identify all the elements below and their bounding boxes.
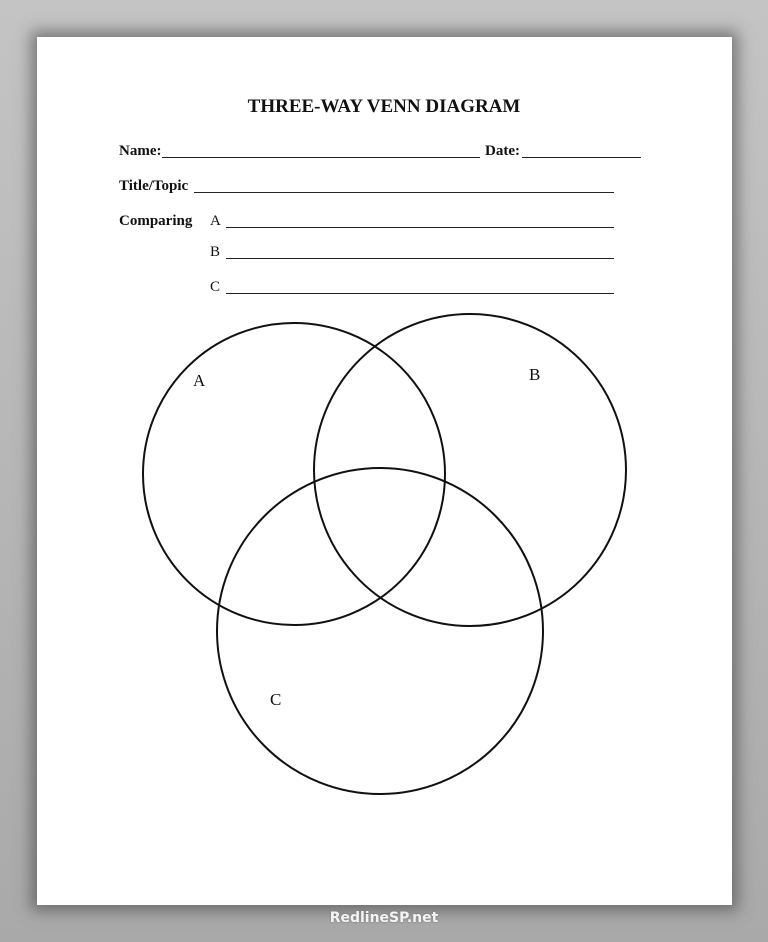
compare-c-label: C [210, 279, 221, 295]
topic-label: Title/Topic [119, 178, 189, 194]
circle-a-label: A [193, 371, 206, 390]
circle-c [217, 468, 543, 794]
comparing-label: Comparing [119, 213, 193, 229]
date-label: Date: [485, 143, 520, 159]
compare-b-label: B [210, 244, 221, 260]
circle-b-label: B [529, 365, 541, 384]
page-title: THREE-WAY VENN DIAGRAM [247, 96, 521, 117]
circle-c-label: C [270, 690, 282, 709]
watermark: RedlineSP.net [329, 910, 439, 926]
compare-a-label: A [210, 213, 221, 229]
circle-a [143, 323, 445, 625]
name-label: Name: [119, 143, 162, 159]
